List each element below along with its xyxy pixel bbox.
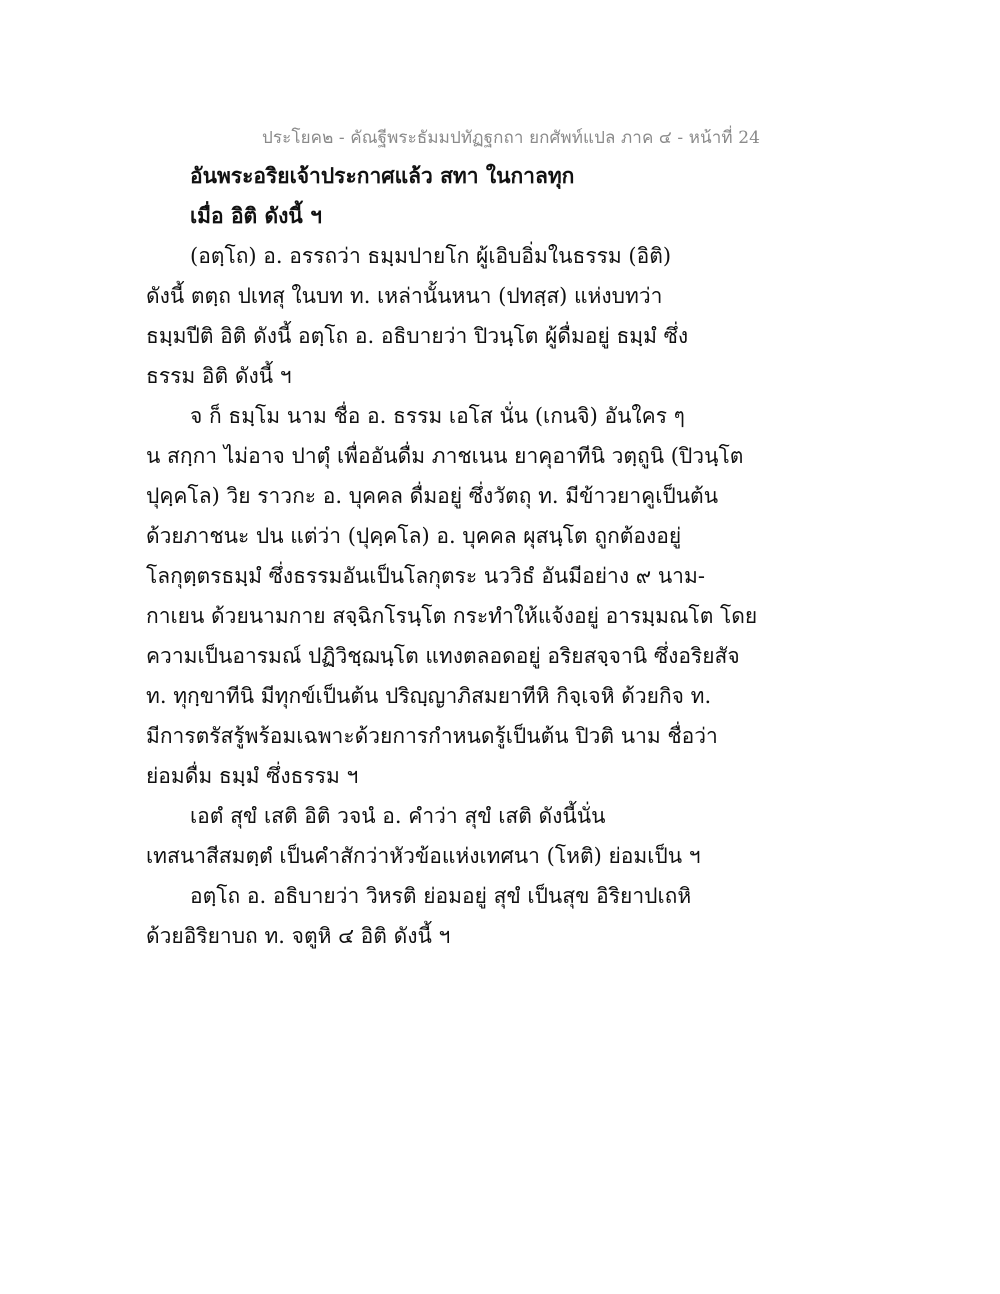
body-line-17: อตฺโถ อ. อธิบายว่า วิหรติ ย่อมอยู่ สุขํ เป็นสุข อิริยาปเถหิ <box>190 884 692 908</box>
body-line-15: เอตํ สุขํ เสติ อิติ วจนํ อ. คำว่า สุขํ เสติ ดังนี้นั่น <box>190 804 606 828</box>
heading-line-1: อันพระอริยเจ้าประกาศแล้ว สทา ในกาลทุก <box>190 163 575 188</box>
body-line-8: ด้วยภาชนะ ปน แต่ว่า (ปุคฺคโล) อ. บุคคล ผุสนฺโต ถูกต้องอยู่ <box>146 524 682 548</box>
body-line-1: (อตฺโถ) อ. อรรถว่า ธมฺมปายโก ผู้เอิบอิ่มในธรรม (อิติ) <box>190 244 672 268</box>
body-line-11: ความเป็นอารมณ์ ปฏิวิชฺฌนฺโต แทงตลอดอยู่ อริยสจฺจานิ ซึ่งอริยสัจ <box>146 644 740 668</box>
body-line-10: กาเยน ด้วยนามกาย สจฺฉิกโรนฺโต กระทำให้แจ้งอยู่ อารมฺมณโต โดย <box>146 604 758 628</box>
body-line-12: ท. ทุกฺขาทีนิ มีทุกข์เป็นต้น ปริญฺญาภิสมยาทีหิ กิจฺเจหิ ด้วยกิจ ท. <box>146 684 712 708</box>
heading-line-2: เมื่อ อิติ ดังนี้ ฯ <box>190 203 322 228</box>
body-line-5: จ ก็ ธมฺโม นาม ชื่อ อ. ธรรม เอโส นั่น (เกนจิ) อันใคร ๆ <box>190 404 685 428</box>
body-line-3: ธมฺมปีติ อิติ ดังนี้ อตฺโถ อ. อธิบายว่า ปิวนฺโต ผู้ดื่มอยู่ ธมฺมํ ซึ่ง <box>146 324 689 348</box>
body-line-6: น สกฺกา ไม่อาจ ปาตุํ เพื่ออันดื่ม ภาชเนน ยาคุอาทีนิ วตฺถูนิ (ปิวนฺโต <box>146 444 744 468</box>
body-line-7: ปุคฺคโล) วิย ราวกะ อ. บุคคล ดื่มอยู่ ซึ่งวัตถุ ท. มีข้าวยาคูเป็นต้น <box>146 484 719 508</box>
body-line-2: ดังนี้ ตตฺถ ปเทสุ ในบท ท. เหล่านั้นหนา (ปทสฺส) แห่งบทว่า <box>146 284 663 308</box>
body-line-13: มีการตรัสรู้พร้อมเฉพาะด้วยการกำหนดรู้เป็นต้น ปิวติ นาม ชื่อว่า <box>146 724 718 748</box>
body-line-16: เทสนาสีสมตฺตํ เป็นคำสักว่าหัวข้อแห่งเทศนา (โหติ) ย่อมเป็น ฯ <box>146 844 701 868</box>
body-line-18: ด้วยอิริยาบถ ท. จตูหิ ๔ อิติ ดังนี้ ฯ <box>146 924 451 948</box>
body-line-14: ย่อมดื่ม ธมฺมํ ซึ่งธรรม ฯ <box>146 764 359 788</box>
page-header: ประโยค๒ - คัณฐีพระธัมมปทัฏฐกถา ยกศัพท์แปล ภาค ๔ - หน้าที่ 24 <box>262 128 761 148</box>
body-line-4: ธรรม อิติ ดังนี้ ฯ <box>146 364 292 388</box>
body-line-9: โลกุตฺตรธมฺมํ ซึ่งธรรมอันเป็นโลกุตระ นววิธํ อันมีอย่าง ๙ นาม- <box>146 564 705 588</box>
